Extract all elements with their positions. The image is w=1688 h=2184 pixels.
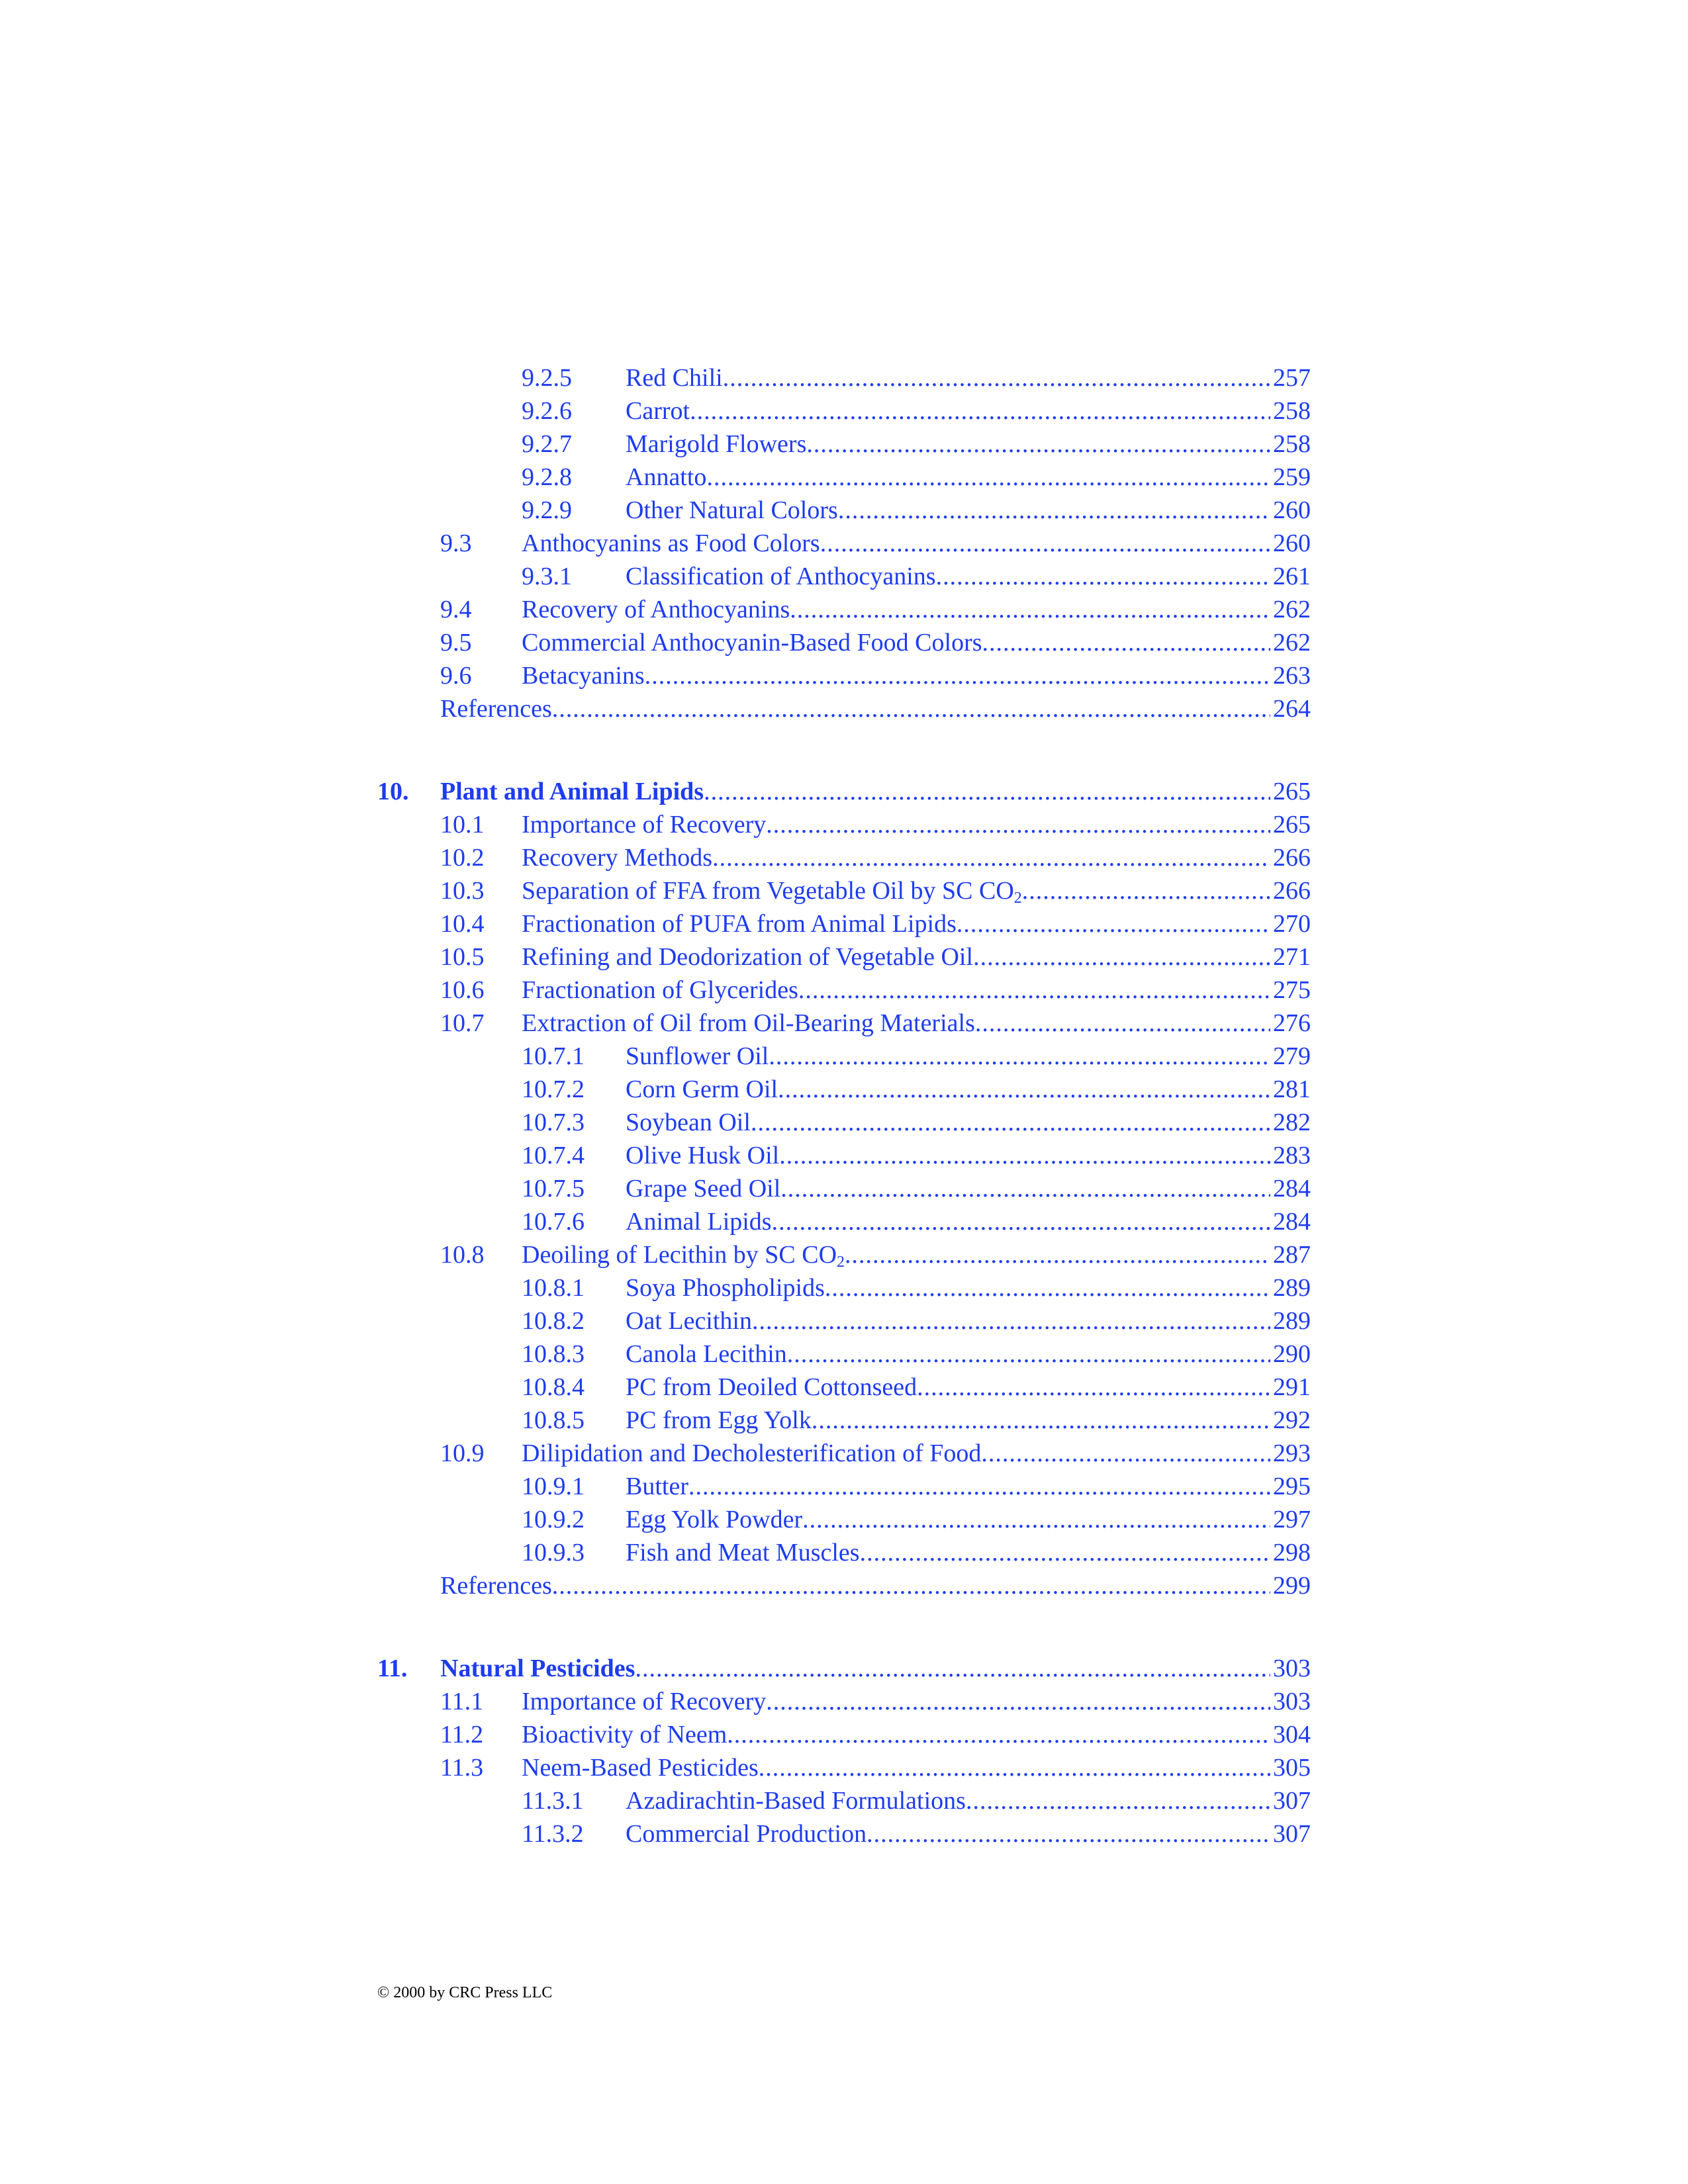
toc-entry-number: 9.2.8 bbox=[522, 463, 572, 491]
toc-entry-title-text: Commercial Anthocyanin-Based Food Colors bbox=[522, 629, 982, 657]
toc-entry[interactable] bbox=[377, 841, 1311, 874]
toc-entry-title[interactable] bbox=[626, 1139, 779, 1172]
toc-entry-leader bbox=[626, 494, 1311, 527]
toc-entry-leader bbox=[522, 841, 1311, 874]
dot-leader bbox=[973, 940, 1270, 974]
toc-entry-leader bbox=[626, 461, 1311, 494]
toc-entry[interactable] bbox=[377, 1007, 1311, 1040]
section-spacer bbox=[377, 725, 1311, 775]
toc-entry[interactable] bbox=[377, 626, 1311, 659]
toc-entry[interactable] bbox=[377, 1139, 1311, 1172]
toc-entry-title-text: Butter bbox=[626, 1473, 688, 1500]
toc-entry-title[interactable] bbox=[522, 1437, 981, 1470]
toc-entry-leader bbox=[440, 1652, 1311, 1685]
toc-entry-leader bbox=[626, 1404, 1311, 1437]
toc-entry[interactable] bbox=[377, 1371, 1311, 1404]
toc-entry[interactable] bbox=[377, 1304, 1311, 1338]
dot-leader bbox=[772, 1205, 1270, 1238]
toc-entry-page-number[interactable]: 270 bbox=[1273, 910, 1311, 938]
toc-entry-number: 9.6 bbox=[440, 662, 472, 690]
toc-entry-title[interactable] bbox=[522, 1685, 766, 1718]
toc-entry-title-text: Azadirachtin-Based Formulations bbox=[626, 1787, 966, 1815]
toc-entry-leader bbox=[522, 626, 1311, 659]
toc-entry-number: 10.9.2 bbox=[522, 1506, 585, 1533]
toc-entry-title-text: Betacyanins bbox=[522, 662, 645, 690]
toc-entry-title-text: References bbox=[440, 695, 552, 723]
toc-entry-title[interactable] bbox=[626, 1536, 860, 1569]
toc-entry-leader bbox=[626, 1371, 1311, 1404]
toc-entry-page-number[interactable]: 291 bbox=[1273, 1373, 1311, 1401]
toc-entry[interactable] bbox=[377, 1338, 1311, 1371]
toc-entry-page-number[interactable]: 266 bbox=[1273, 877, 1311, 905]
toc-entry-title-text: Carrot bbox=[626, 397, 690, 425]
dot-leader bbox=[975, 1007, 1270, 1040]
toc-entry-title-text: Deoiling of Lecithin by SC CO bbox=[522, 1241, 837, 1269]
toc-entry-number: 10.4 bbox=[440, 910, 485, 938]
toc-entry-leader bbox=[440, 692, 1311, 725]
toc-entry[interactable] bbox=[377, 1503, 1311, 1536]
toc-entry-title-text: Anthocyanins as Food Colors bbox=[522, 529, 820, 557]
dot-leader bbox=[769, 1040, 1270, 1073]
toc-entry-leader bbox=[522, 974, 1311, 1007]
toc-entry-number: 9.2.6 bbox=[522, 397, 572, 425]
toc-entry-title[interactable] bbox=[626, 461, 706, 494]
toc-entry-number: 10. bbox=[377, 778, 409, 805]
toc-entry-title-text: Neem-Based Pesticides bbox=[522, 1754, 759, 1782]
toc-entry-title[interactable] bbox=[626, 1040, 769, 1073]
toc-entry-number: 10.8.2 bbox=[522, 1307, 585, 1335]
toc-entry-page-number[interactable]: 292 bbox=[1273, 1406, 1311, 1434]
toc-entry-number: 10.8 bbox=[440, 1241, 485, 1269]
toc-entry-leader bbox=[626, 361, 1311, 394]
toc-entry-page-number[interactable]: 271 bbox=[1273, 943, 1311, 971]
toc-entry-number: 9.2.9 bbox=[522, 496, 572, 524]
toc-entry-page-number[interactable]: 258 bbox=[1273, 397, 1311, 425]
toc-entry-page-number[interactable]: 258 bbox=[1273, 430, 1311, 458]
toc-entry-title-text: Marigold Flowers bbox=[626, 430, 807, 458]
toc-entry-number: 10.3 bbox=[440, 877, 485, 905]
toc-entry-title[interactable] bbox=[440, 1652, 635, 1685]
toc-entry-page-number[interactable]: 289 bbox=[1273, 1274, 1311, 1302]
toc-entry-page-number[interactable]: 262 bbox=[1273, 596, 1311, 623]
toc-entry-number: 10.7.5 bbox=[522, 1175, 585, 1203]
toc-entry-number: 10.8.4 bbox=[522, 1373, 585, 1401]
toc-references-entry[interactable] bbox=[377, 1569, 1311, 1602]
table-of-contents bbox=[377, 361, 1311, 1850]
toc-entry-title[interactable] bbox=[522, 874, 1022, 907]
toc-entry-page-number[interactable]: 262 bbox=[1273, 629, 1311, 657]
toc-chapter-entry[interactable] bbox=[377, 1652, 1311, 1685]
toc-entry-title-text: Extraction of Oil from Oil-Bearing Materials bbox=[522, 1009, 975, 1037]
toc-entry-title[interactable] bbox=[522, 1007, 975, 1040]
toc-entry-title[interactable] bbox=[626, 1338, 787, 1371]
dot-leader bbox=[860, 1536, 1270, 1569]
toc-entry[interactable] bbox=[377, 560, 1311, 593]
toc-entry-number: 11.1 bbox=[440, 1688, 484, 1715]
toc-entry-title[interactable] bbox=[440, 692, 552, 725]
toc-entry-title[interactable] bbox=[522, 626, 982, 659]
toc-entry-page-number[interactable]: 298 bbox=[1273, 1539, 1311, 1567]
toc-entry-title[interactable] bbox=[626, 1503, 802, 1536]
toc-entry-number: 10.9 bbox=[440, 1439, 485, 1467]
toc-entry[interactable] bbox=[377, 361, 1311, 394]
toc-entry-title[interactable] bbox=[522, 1238, 845, 1271]
toc-entry-title-text: Grape Seed Oil bbox=[626, 1175, 781, 1203]
toc-entry-page-number[interactable]: 283 bbox=[1273, 1142, 1311, 1169]
dot-leader bbox=[982, 626, 1270, 659]
toc-entry-title-text: Egg Yolk Powder bbox=[626, 1506, 803, 1533]
toc-entry[interactable] bbox=[377, 461, 1311, 494]
toc-entry-title[interactable] bbox=[522, 527, 820, 560]
toc-entry-page-number[interactable]: 295 bbox=[1273, 1473, 1311, 1500]
toc-entry-leader bbox=[522, 907, 1311, 940]
toc-entry-title-text: References bbox=[440, 1572, 552, 1600]
toc-entry-title-text: Dilipidation and Decholesterification of Food bbox=[522, 1439, 982, 1467]
copyright-footer: © 2000 by CRC Press LLC bbox=[377, 1984, 553, 2001]
toc-entry-number: 10.8.3 bbox=[522, 1340, 585, 1368]
toc-entry[interactable] bbox=[377, 940, 1311, 974]
toc-entry[interactable] bbox=[377, 659, 1311, 692]
toc-entry-page-number[interactable]: 284 bbox=[1273, 1175, 1311, 1203]
toc-entry-leader bbox=[626, 1172, 1311, 1205]
toc-entry[interactable] bbox=[377, 1437, 1311, 1470]
toc-entry-title[interactable] bbox=[626, 1304, 752, 1338]
toc-entry-page-number[interactable]: 287 bbox=[1273, 1241, 1311, 1269]
toc-entry-number: 11.3.1 bbox=[522, 1787, 584, 1815]
dot-leader bbox=[812, 1404, 1270, 1437]
dot-leader bbox=[936, 560, 1270, 593]
toc-entry-number: 10.5 bbox=[440, 943, 485, 971]
toc-entry-leader bbox=[626, 1338, 1311, 1371]
toc-entry-title[interactable] bbox=[626, 1172, 780, 1205]
toc-entry-leader bbox=[522, 527, 1311, 560]
toc-entry-number: 10.7.1 bbox=[522, 1042, 585, 1070]
dot-leader bbox=[635, 1652, 1270, 1685]
toc-entry-title[interactable] bbox=[626, 1817, 867, 1850]
toc-entry-page-number[interactable]: 279 bbox=[1273, 1042, 1311, 1070]
dot-leader bbox=[766, 1685, 1270, 1718]
toc-entry-title-text: Corn Germ Oil bbox=[626, 1075, 778, 1103]
toc-entry-title-text: Fish and Meat Muscles bbox=[626, 1539, 860, 1567]
toc-entry[interactable] bbox=[377, 1073, 1311, 1106]
toc-entry[interactable] bbox=[377, 593, 1311, 626]
toc-entry-title[interactable] bbox=[626, 1470, 688, 1503]
toc-entry[interactable] bbox=[377, 1271, 1311, 1304]
toc-entry-title-text: Soybean Oil bbox=[626, 1109, 751, 1136]
toc-entry-leader bbox=[626, 1073, 1311, 1106]
toc-entry-title-text: Refining and Deodorization of Vegetable Oil bbox=[522, 943, 974, 971]
toc-entry-number: 9.3.1 bbox=[522, 563, 572, 590]
toc-entry[interactable] bbox=[377, 1784, 1311, 1817]
toc-entry[interactable] bbox=[377, 1470, 1311, 1503]
toc-entry-title-text: Importance of Recovery bbox=[522, 1688, 767, 1715]
toc-entry-page-number[interactable]: 264 bbox=[1273, 695, 1311, 723]
dot-leader bbox=[552, 1569, 1270, 1602]
toc-entry-title-text: Recovery Methods bbox=[522, 844, 713, 872]
toc-entry-title[interactable] bbox=[626, 1371, 917, 1404]
toc-entry-page-number[interactable]: 307 bbox=[1273, 1787, 1311, 1815]
toc-entry-leader bbox=[522, 1007, 1311, 1040]
dot-leader bbox=[779, 1139, 1270, 1172]
dot-leader bbox=[759, 1751, 1270, 1784]
toc-entry-leader bbox=[626, 1304, 1311, 1338]
section-spacer bbox=[377, 1602, 1311, 1652]
toc-entry[interactable] bbox=[377, 974, 1311, 1007]
toc-entry[interactable] bbox=[377, 874, 1311, 907]
toc-entry-page-number[interactable]: 265 bbox=[1273, 778, 1311, 805]
toc-entry-title[interactable] bbox=[626, 1106, 751, 1139]
dot-leader bbox=[1022, 874, 1270, 907]
dot-leader bbox=[688, 1470, 1270, 1503]
toc-entry-page-number[interactable]: 275 bbox=[1273, 976, 1311, 1004]
toc-entry-page-number[interactable]: 297 bbox=[1273, 1506, 1311, 1533]
toc-entry-page-number[interactable]: 261 bbox=[1273, 563, 1311, 590]
toc-entry-title-text: Fractionation of PUFA from Animal Lipids bbox=[522, 910, 957, 938]
dot-leader bbox=[867, 1817, 1270, 1850]
toc-entry-title-text: Other Natural Colors bbox=[626, 496, 838, 524]
dot-leader bbox=[690, 394, 1270, 428]
toc-entry[interactable] bbox=[377, 428, 1311, 461]
toc-entry-title[interactable] bbox=[626, 494, 838, 527]
dot-leader bbox=[790, 593, 1270, 626]
toc-entry-page-number[interactable]: 263 bbox=[1273, 662, 1311, 690]
toc-entry-leader bbox=[522, 1718, 1311, 1751]
toc-entry-leader bbox=[626, 1536, 1311, 1569]
toc-entry-title[interactable] bbox=[626, 1784, 966, 1817]
toc-entry-title-text: Sunflower Oil bbox=[626, 1042, 769, 1070]
toc-entry-title[interactable] bbox=[626, 560, 936, 593]
toc-entry-title-text: Importance of Recovery bbox=[522, 811, 767, 839]
toc-entry[interactable] bbox=[377, 1751, 1311, 1784]
toc-entry-title-text: Plant and Animal Lipids bbox=[440, 778, 704, 805]
toc-entry-leader bbox=[626, 1271, 1311, 1304]
toc-entry-number: 10.7.2 bbox=[522, 1075, 585, 1103]
toc-entry[interactable] bbox=[377, 1404, 1311, 1437]
toc-entry-title[interactable] bbox=[626, 1271, 825, 1304]
dot-leader bbox=[957, 907, 1270, 940]
dot-leader bbox=[798, 974, 1270, 1007]
toc-entry[interactable] bbox=[377, 494, 1311, 527]
toc-entry-leader bbox=[522, 1238, 1311, 1271]
toc-entry-title-text: Natural Pesticides bbox=[440, 1655, 635, 1682]
toc-entry-title-text: Bioactivity of Neem bbox=[522, 1721, 727, 1749]
dot-leader bbox=[838, 494, 1270, 527]
toc-entry[interactable] bbox=[377, 527, 1311, 560]
dot-leader bbox=[825, 1271, 1270, 1304]
toc-entry-page-number[interactable]: 299 bbox=[1273, 1572, 1311, 1600]
toc-entry-page-number[interactable]: 284 bbox=[1273, 1208, 1311, 1236]
toc-entry-title[interactable] bbox=[626, 1073, 778, 1106]
toc-entry-title[interactable] bbox=[440, 775, 704, 808]
toc-entry-leader bbox=[626, 1139, 1311, 1172]
toc-entry[interactable] bbox=[377, 808, 1311, 841]
dot-leader bbox=[723, 361, 1270, 394]
toc-entry-leader bbox=[440, 1569, 1311, 1602]
toc-entry-subscript: 2 bbox=[1013, 889, 1022, 907]
toc-entry-leader bbox=[626, 1784, 1311, 1817]
toc-entry-number: 10.8.5 bbox=[522, 1406, 585, 1434]
toc-entry-leader bbox=[626, 394, 1311, 428]
toc-entry[interactable] bbox=[377, 394, 1311, 428]
toc-entry-leader bbox=[522, 1437, 1311, 1470]
toc-entry[interactable] bbox=[377, 1685, 1311, 1718]
toc-references-entry[interactable] bbox=[377, 692, 1311, 725]
toc-entry-number: 11.3 bbox=[440, 1754, 484, 1782]
toc-entry-title-text: Annatto bbox=[626, 463, 707, 491]
toc-entry-page-number[interactable]: 266 bbox=[1273, 844, 1311, 872]
toc-entry-title[interactable] bbox=[626, 361, 723, 394]
toc-entry-number: 9.5 bbox=[440, 629, 472, 657]
toc-entry-number: 9.4 bbox=[440, 596, 472, 623]
toc-entry-title-text: Commercial Production bbox=[626, 1820, 867, 1848]
toc-entry-number: 10.8.1 bbox=[522, 1274, 585, 1302]
toc-entry-number: 11.2 bbox=[440, 1721, 484, 1749]
toc-entry-title[interactable] bbox=[522, 940, 973, 974]
dot-leader bbox=[552, 692, 1270, 725]
toc-entry-title-text: Classification of Anthocyanins bbox=[626, 563, 936, 590]
toc-entry-page-number[interactable]: 303 bbox=[1273, 1655, 1311, 1682]
toc-entry-page-number[interactable]: 293 bbox=[1273, 1439, 1311, 1467]
toc-entry-number: 10.7 bbox=[440, 1009, 485, 1037]
toc-entry[interactable] bbox=[377, 1817, 1311, 1850]
toc-entry-title[interactable] bbox=[626, 1205, 772, 1238]
toc-entry-number: 11. bbox=[377, 1655, 408, 1682]
toc-entry-title[interactable] bbox=[522, 808, 766, 841]
dot-leader bbox=[806, 428, 1270, 461]
toc-entry-number: 10.9.3 bbox=[522, 1539, 585, 1567]
dot-leader bbox=[820, 527, 1270, 560]
toc-entry-number: 10.7.6 bbox=[522, 1208, 585, 1236]
toc-entry-title-text: Separation of FFA from Vegetable Oil by SC CO bbox=[522, 877, 1014, 905]
toc-entry-number: 10.7.3 bbox=[522, 1109, 585, 1136]
dot-leader bbox=[787, 1338, 1270, 1371]
dot-leader bbox=[766, 808, 1270, 841]
toc-entry-page-number[interactable]: 257 bbox=[1273, 364, 1311, 392]
toc-entry-title-text: Canola Lecithin bbox=[626, 1340, 787, 1368]
toc-entry[interactable] bbox=[377, 907, 1311, 940]
dot-leader bbox=[752, 1304, 1270, 1338]
toc-entry-page-number[interactable]: 289 bbox=[1273, 1307, 1311, 1335]
toc-entry-title-text: Recovery of Anthocyanins bbox=[522, 596, 790, 623]
toc-entry-title-text: Animal Lipids bbox=[626, 1208, 772, 1236]
toc-entry-title[interactable] bbox=[626, 394, 690, 428]
toc-entry[interactable] bbox=[377, 1106, 1311, 1139]
toc-entry-title-text: Oat Lecithin bbox=[626, 1307, 752, 1335]
dot-leader bbox=[704, 775, 1270, 808]
toc-entry-title[interactable] bbox=[522, 1751, 759, 1784]
toc-entry-title-text: Olive Husk Oil bbox=[626, 1142, 780, 1169]
toc-entry-title-text: PC from Deoiled Cottonseed bbox=[626, 1373, 917, 1401]
toc-entry-leader bbox=[626, 560, 1311, 593]
toc-entry-leader bbox=[522, 593, 1311, 626]
toc-entry-title-text: PC from Egg Yolk bbox=[626, 1406, 812, 1434]
toc-entry-page-number[interactable]: 259 bbox=[1273, 463, 1311, 491]
toc-entry-title-text: Soya Phospholipids bbox=[626, 1274, 825, 1302]
toc-entry-leader bbox=[626, 1106, 1311, 1139]
toc-entry-title[interactable] bbox=[522, 659, 645, 692]
toc-entry-title[interactable] bbox=[522, 593, 790, 626]
toc-entry-title[interactable] bbox=[626, 428, 806, 461]
toc-entry-leader bbox=[522, 1685, 1311, 1718]
dot-leader bbox=[751, 1106, 1270, 1139]
toc-entry-leader bbox=[522, 874, 1311, 907]
toc-entry-page-number[interactable]: 265 bbox=[1273, 811, 1311, 839]
toc-entry-number: 9.3 bbox=[440, 529, 472, 557]
dot-leader bbox=[845, 1238, 1270, 1271]
dot-leader bbox=[727, 1718, 1270, 1751]
toc-entry-number: 9.2.7 bbox=[522, 430, 572, 458]
toc-entry-leader bbox=[626, 1040, 1311, 1073]
dot-leader bbox=[706, 461, 1270, 494]
toc-entry-leader bbox=[626, 1205, 1311, 1238]
toc-entry-leader bbox=[626, 1470, 1311, 1503]
toc-entry-page-number[interactable]: 282 bbox=[1273, 1109, 1311, 1136]
toc-entry-page-number[interactable]: 281 bbox=[1273, 1075, 1311, 1103]
toc-entry[interactable] bbox=[377, 1718, 1311, 1751]
toc-entry-page-number[interactable]: 305 bbox=[1273, 1754, 1311, 1782]
toc-entry-page-number[interactable]: 260 bbox=[1273, 529, 1311, 557]
toc-entry-page-number[interactable]: 290 bbox=[1273, 1340, 1311, 1368]
toc-entry-page-number[interactable]: 260 bbox=[1273, 496, 1311, 524]
dot-leader bbox=[966, 1784, 1270, 1817]
dot-leader bbox=[778, 1073, 1270, 1106]
dot-leader bbox=[917, 1371, 1270, 1404]
toc-chapter-entry[interactable] bbox=[377, 775, 1311, 808]
toc-entry-subscript: 2 bbox=[837, 1253, 845, 1271]
toc-entry-leader bbox=[626, 1503, 1311, 1536]
toc-entry-number: 9.2.5 bbox=[522, 364, 572, 392]
toc-entry-leader bbox=[522, 1751, 1311, 1784]
toc-entry[interactable] bbox=[377, 1238, 1311, 1271]
toc-entry-page-number[interactable]: 307 bbox=[1273, 1820, 1311, 1848]
toc-entry-page-number[interactable]: 276 bbox=[1273, 1009, 1311, 1037]
dot-leader bbox=[780, 1172, 1270, 1205]
toc-entry-leader bbox=[626, 1817, 1311, 1850]
toc-entry-number: 10.2 bbox=[440, 844, 485, 872]
toc-entry-title[interactable] bbox=[522, 907, 957, 940]
toc-entry-number: 10.6 bbox=[440, 976, 485, 1004]
toc-entry-leader bbox=[626, 428, 1311, 461]
toc-entry[interactable] bbox=[377, 1172, 1311, 1205]
toc-entry[interactable] bbox=[377, 1536, 1311, 1569]
toc-entry[interactable] bbox=[377, 1205, 1311, 1238]
toc-entry-leader bbox=[522, 808, 1311, 841]
toc-entry-number: 10.1 bbox=[440, 811, 485, 839]
toc-entry-title[interactable] bbox=[522, 1718, 727, 1751]
toc-entry-leader bbox=[440, 775, 1311, 808]
dot-leader bbox=[981, 1437, 1270, 1470]
toc-entry-page-number[interactable]: 304 bbox=[1273, 1721, 1311, 1749]
dot-leader bbox=[645, 659, 1270, 692]
toc-entry[interactable] bbox=[377, 1040, 1311, 1073]
toc-entry-title[interactable] bbox=[440, 1569, 552, 1602]
toc-entry-leader bbox=[522, 659, 1311, 692]
dot-leader bbox=[802, 1503, 1270, 1536]
toc-entry-leader bbox=[522, 940, 1311, 974]
toc-entry-title[interactable] bbox=[522, 841, 712, 874]
toc-entry-title[interactable] bbox=[626, 1404, 812, 1437]
dot-leader bbox=[712, 841, 1270, 874]
toc-entry-title-text: Fractionation of Glycerides bbox=[522, 976, 798, 1004]
toc-entry-title-text: Red Chili bbox=[626, 364, 723, 392]
toc-entry-number: 11.3.2 bbox=[522, 1820, 584, 1848]
toc-entry-title[interactable] bbox=[522, 974, 798, 1007]
toc-entry-number: 10.7.4 bbox=[522, 1142, 585, 1169]
toc-entry-number: 10.9.1 bbox=[522, 1473, 585, 1500]
toc-entry-page-number[interactable]: 303 bbox=[1273, 1688, 1311, 1715]
